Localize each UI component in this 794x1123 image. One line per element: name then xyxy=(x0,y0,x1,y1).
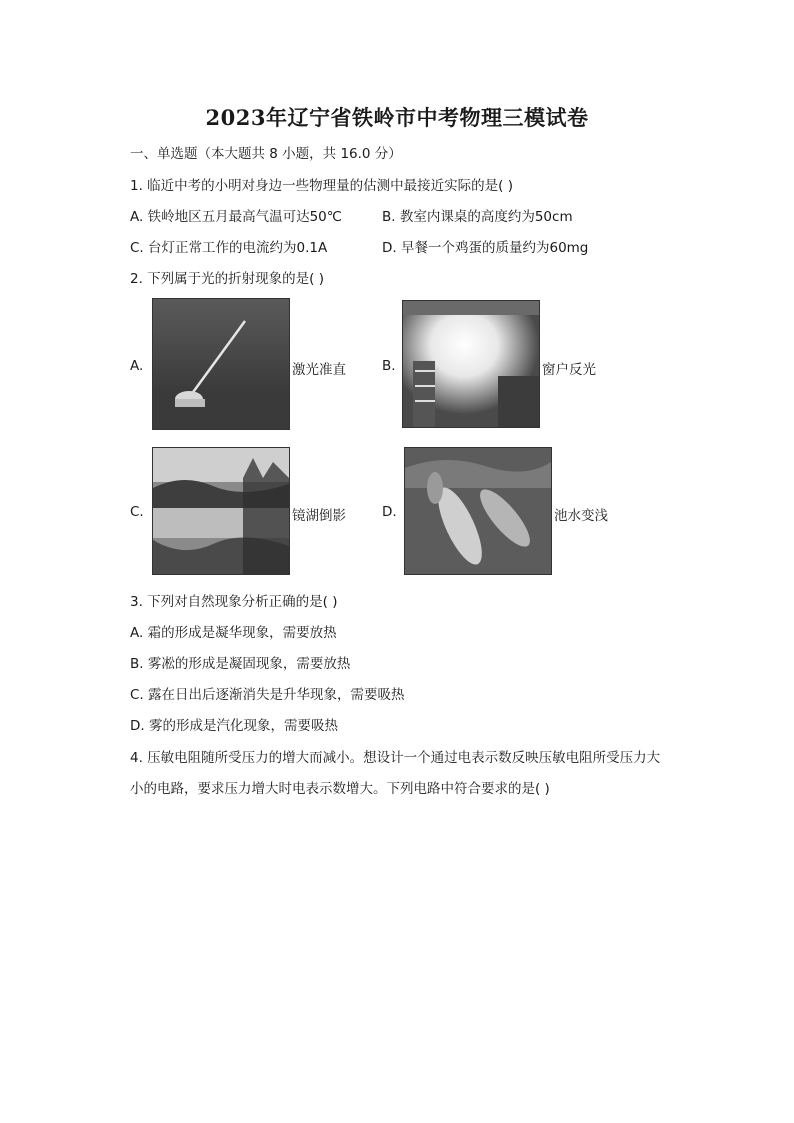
question-1-option-b: B. 教室内课桌的高度约为50cm xyxy=(382,209,573,225)
question-1-option-c: C. 台灯正常工作的电流约为0.1A xyxy=(130,240,328,256)
question-3-option-b: B. 雾凇的形成是凝固现象，需要放热 xyxy=(130,656,351,672)
question-2-option-a-letter: A. xyxy=(130,358,144,374)
question-2-option-a-caption: 激光准直 xyxy=(292,362,346,378)
section-heading: 一、单选题（本大题共 8 小题，共 16.0 分） xyxy=(130,146,402,162)
question-3-stem: 3. 下列对自然现象分析正确的是( ) xyxy=(130,594,338,610)
question-2-option-d-caption: 池水变浅 xyxy=(554,508,608,524)
question-2-stem: 2. 下列属于光的折射现象的是( ) xyxy=(130,271,324,287)
question-3-option-a: A. 霜的形成是凝华现象，需要放热 xyxy=(130,625,337,641)
question-4-stem-line-2: 小的电路，要求压力增大时电表示数增大。下列电路中符合要求的是( ) xyxy=(130,781,550,797)
question-4-stem-line-1: 4. 压敏电阻随所受压力的增大而减小。想设计一个通过电表示数反映压敏电阻所受压力大 xyxy=(130,750,661,766)
laser-photo xyxy=(152,298,290,430)
question-1-option-d: D. 早餐一个鸡蛋的质量约为60mg xyxy=(382,240,589,256)
question-1-option-a: A. 铁岭地区五月最高气温可达50℃ xyxy=(130,209,342,225)
question-2-option-c-letter: C. xyxy=(130,504,144,520)
question-2-option-c-caption: 镜湖倒影 xyxy=(292,508,346,524)
lake-reflection-photo xyxy=(152,447,290,575)
pool-fish-photo xyxy=(404,447,552,575)
question-2-option-b-caption: 窗户反光 xyxy=(542,362,596,378)
question-2-option-d-letter: D. xyxy=(382,504,397,520)
question-1-stem: 1. 临近中考的小明对身边一些物理量的估测中最接近实际的是( ) xyxy=(130,178,513,194)
question-3-option-d: D. 雾的形成是汽化现象，需要吸热 xyxy=(130,718,338,734)
question-3-option-c: C. 露在日出后逐渐消失是升华现象，需要吸热 xyxy=(130,687,405,703)
page-title: 2023年辽宁省铁岭市中考物理三模试卷 xyxy=(205,105,589,130)
window-reflection-photo xyxy=(402,300,540,428)
question-2-option-b-letter: B. xyxy=(382,358,396,374)
